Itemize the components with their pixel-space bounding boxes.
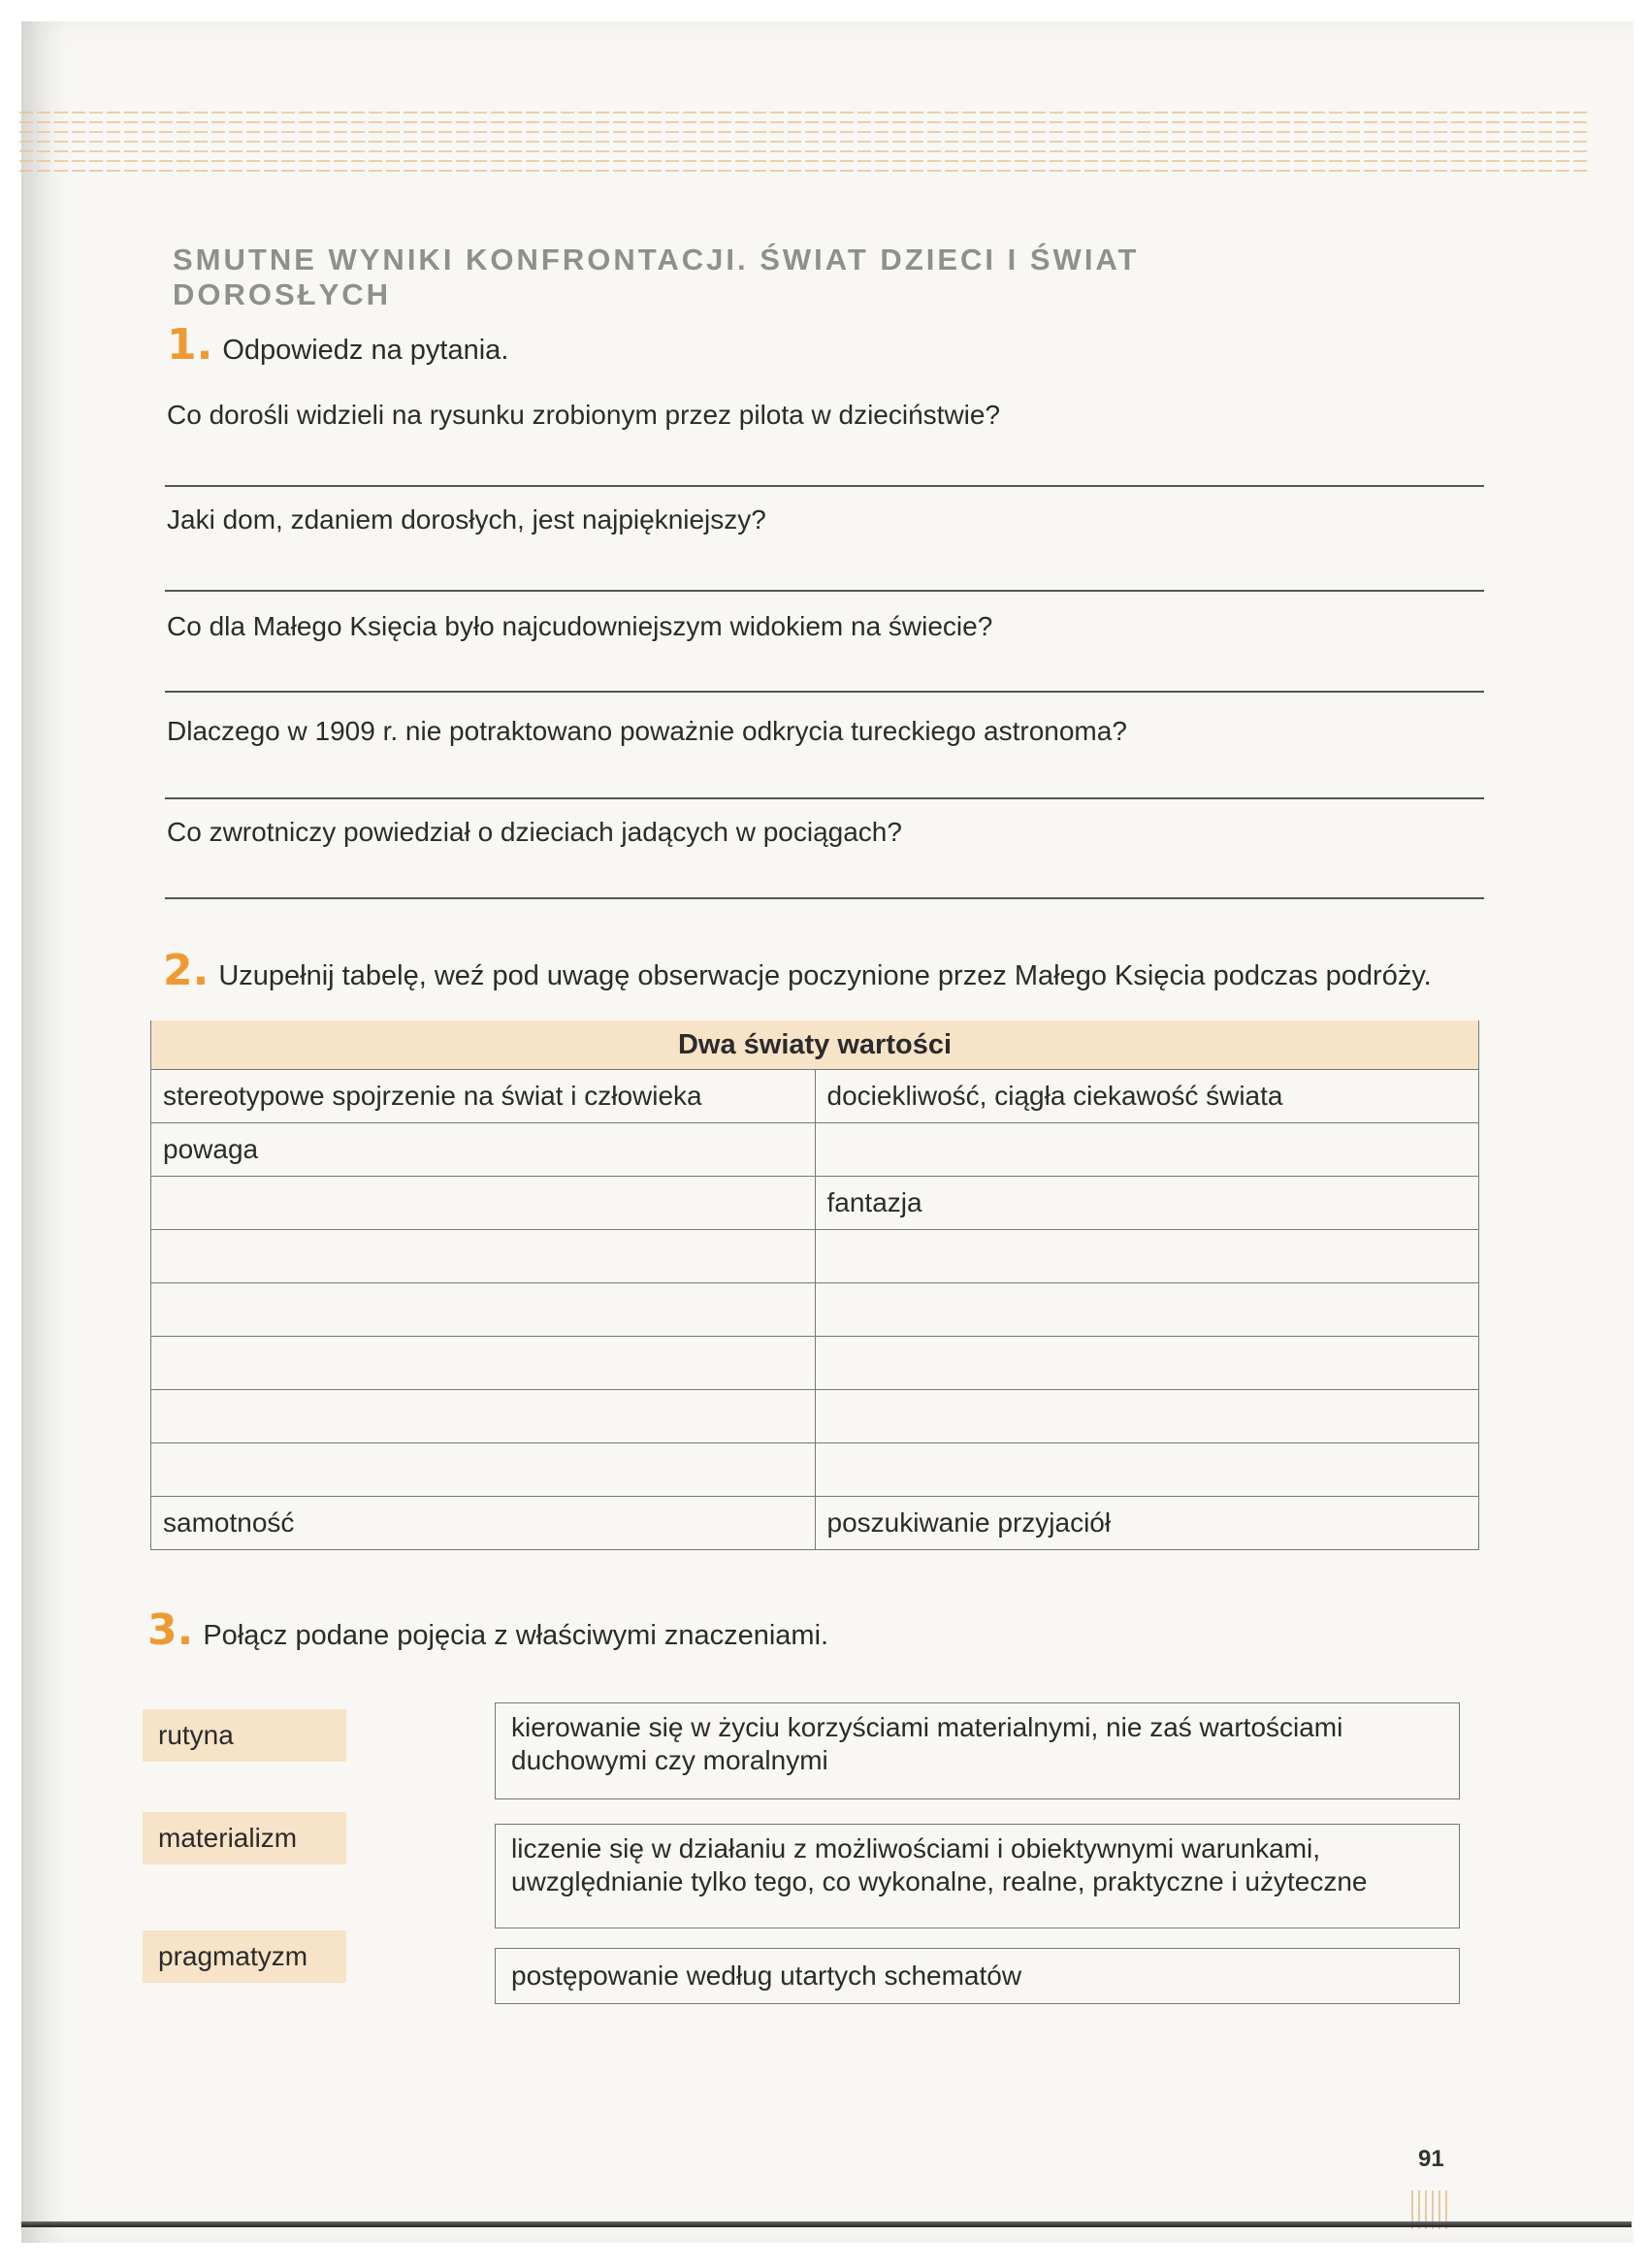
table-cell[interactable]: [815, 1337, 1479, 1390]
meaning-2[interactable]: liczenie się w działaniu z możliwościami i obiektywnymi warunkami, uwzględnianie tylko tego, co wykonalne, realne, praktyczne i użyteczne: [495, 1824, 1460, 1928]
task-2-heading: [163, 946, 1432, 995]
meaning-1[interactable]: kierowanie się w życiu korzyściami materialnymi, nie zaś wartościami duchowymi czy moralnymi: [495, 1702, 1460, 1799]
meaning-3[interactable]: postępowanie według utartych schematów: [495, 1948, 1460, 2004]
table-cell[interactable]: powaga: [151, 1123, 816, 1177]
question-5: Co zwrotniczy powiedział o dzieciach jadących w pociągach?: [167, 817, 902, 847]
page-number: 91: [1418, 2146, 1444, 2172]
page-bottom-edge: [21, 2221, 1632, 2227]
table-title: Dwa światy wartości: [151, 1021, 1479, 1070]
chapter-title: SMUTNE WYNIKI KONFRONTACJI. ŚWIAT DZIECI I ŚWIAT DOROSŁYCH: [173, 243, 1140, 311]
table-row: [151, 1337, 1479, 1390]
table-row: [151, 1390, 1479, 1443]
decorative-lines: [19, 112, 1591, 189]
question-4: Dlaczego w 1909 r. nie potraktowano poważnie odkrycia tureckiego astronoma?: [167, 716, 1127, 746]
table-cell[interactable]: stereotypowe spojrzenie na świat i człowieka: [151, 1070, 816, 1123]
task-3-instruction: Połącz podane pojęcia z właściwymi znaczeniami.: [203, 1620, 829, 1651]
answer-line-1[interactable]: [165, 485, 1484, 487]
table-cell[interactable]: fantazja: [815, 1177, 1479, 1230]
table-cell[interactable]: dociekliwość, ciągła ciekawość świata: [815, 1070, 1479, 1123]
table-row: [151, 1283, 1479, 1337]
table-cell[interactable]: [151, 1337, 816, 1390]
answer-line-5[interactable]: [165, 897, 1484, 899]
table-cell[interactable]: samotność: [151, 1497, 816, 1550]
question-2: Jaki dom, zdaniem dorosłych, jest najpiękniejszy?: [167, 504, 766, 535]
task-1-heading: [167, 320, 508, 370]
task-2-number: 2.: [163, 946, 210, 995]
table-row: [151, 1123, 1479, 1177]
answer-line-4[interactable]: [165, 797, 1484, 799]
task-1-instruction: Odpowiedz na pytania.: [222, 335, 509, 366]
table-row: [151, 1230, 1479, 1283]
table-cell[interactable]: [151, 1230, 816, 1283]
table-cell[interactable]: [815, 1390, 1479, 1443]
table-cell[interactable]: [815, 1123, 1479, 1177]
term-rutyna[interactable]: rutyna: [143, 1709, 346, 1762]
task-3-heading: [147, 1605, 828, 1655]
term-materializm[interactable]: materializm: [143, 1812, 346, 1864]
table-cell[interactable]: poszukiwanie przyjaciół: [815, 1497, 1479, 1550]
table-cell[interactable]: [151, 1390, 816, 1443]
question-3: Co dla Małego Księcia było najcudowniejszym widokiem na świecie?: [167, 611, 993, 641]
question-1: Co dorośli widzieli na rysunku zrobionym przez pilota w dzieciństwie?: [167, 400, 1001, 430]
task-1-number: 1.: [167, 320, 213, 370]
table-cell[interactable]: [151, 1283, 816, 1337]
answer-line-2[interactable]: [165, 590, 1484, 592]
table-cell[interactable]: [815, 1283, 1479, 1337]
table-cell[interactable]: [815, 1230, 1479, 1283]
table-cell[interactable]: [815, 1443, 1479, 1497]
table-cell[interactable]: [151, 1177, 816, 1230]
table-row: [151, 1497, 1479, 1550]
table-row: [151, 1177, 1479, 1230]
term-pragmatyzm[interactable]: pragmatyzm: [143, 1930, 346, 1983]
table-cell[interactable]: [151, 1443, 816, 1497]
answer-line-3[interactable]: [165, 691, 1484, 693]
task-3-number: 3.: [147, 1605, 194, 1655]
task-2-instruction: Uzupełnij tabelę, weź pod uwagę obserwacje poczynione przez Małego Księcia podczas podróży.: [218, 960, 1432, 991]
table-row: [151, 1443, 1479, 1497]
table-row: [151, 1070, 1479, 1123]
values-table: [150, 1021, 1479, 1550]
